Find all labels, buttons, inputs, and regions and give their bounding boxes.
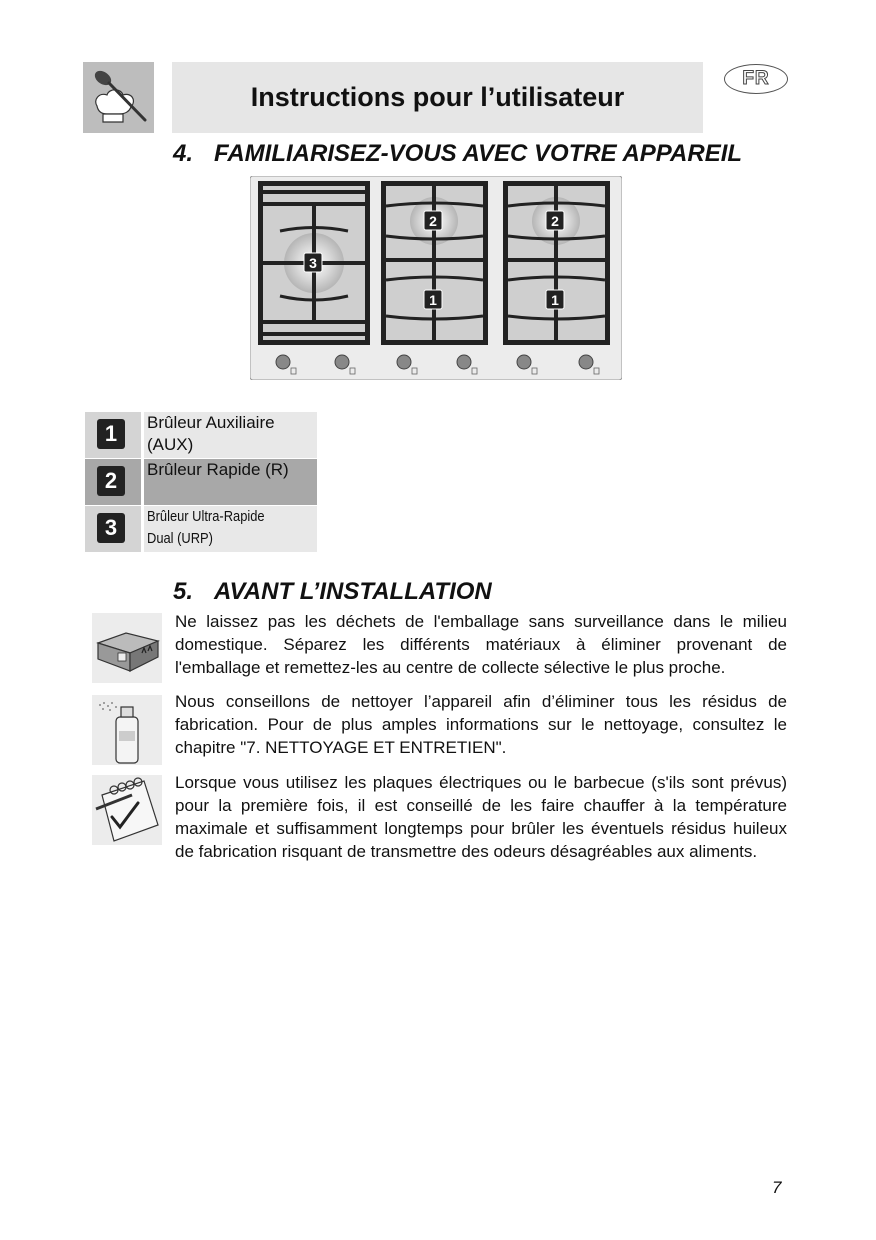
hob-diagram: [250, 176, 622, 380]
page-number: 7: [772, 1178, 782, 1197]
language-badge: FR: [724, 64, 788, 94]
legend-row-urp: [85, 506, 317, 552]
legend-label: Brûleur Auxiliaire (AUX): [144, 412, 317, 458]
paragraph-first-use: Lorsque vous utilisez les plaques électriques ou le barbecue (s'ils sont prévus) pour la première fois, il est conseillé de les faire chauffer à la température maximale et suffisamment longtemps pour brûler les éventuels résidus huileux de fabrication risquant de transmettre des odeurs désagréables aux aliments.: [175, 773, 787, 861]
legend-label: Brûleur Rapide (R): [144, 459, 317, 505]
legend-number: 1: [97, 419, 125, 449]
paragraph-packaging: Ne laissez pas les déchets de l'emballage sans surveillance dans le milieu domestique. Séparez les différents matériaux à éliminer provenant de l'emballage et remettez-les au centre de collecte sélective le plus proche.: [175, 612, 787, 677]
paragraph-cleaning: Nous conseillons de nettoyer l’appareil afin d’éliminer tous les résidus de fabrication. Pour de plus amples informations sur le nettoyage, consultez le chapitre "7. NETTOYAGE ET ENTRETIEN".: [175, 692, 787, 757]
notepad-checkmark-icon: [92, 775, 162, 845]
chef-logo: [83, 62, 154, 133]
marker-aux-b: 1: [429, 292, 437, 308]
legend-label: Brûleur Ultra-Rapide Dual (URP): [144, 506, 317, 552]
section-5-title: AVANT L’INSTALLATION: [214, 578, 492, 605]
section-5-number: 5.: [173, 578, 194, 605]
cleaning-spray-icon: [92, 695, 162, 765]
legend-row-rapid: [85, 459, 317, 505]
section-4-number: 4.: [173, 140, 194, 167]
legend-number: 3: [97, 513, 125, 543]
hob-zone-b: [381, 181, 488, 345]
marker-rapid-b: 2: [429, 213, 437, 229]
section-5-heading: [173, 578, 492, 606]
page-title: Instructions pour l’utilisateur: [172, 62, 703, 133]
section-4-heading: [173, 140, 742, 168]
section-4-title: FAMILIARISEZ-VOUS AVEC VOTRE APPAREIL: [214, 140, 743, 167]
packaging-box-icon: [92, 613, 162, 683]
marker-urp: 3: [309, 255, 317, 271]
marker-aux-c: 1: [551, 292, 559, 308]
hob-zone-c: [503, 181, 610, 345]
marker-rapid-c: 2: [551, 213, 559, 229]
legend-number: 2: [97, 466, 125, 496]
legend-row-aux: [85, 412, 317, 458]
chef-spoon-icon: [83, 62, 154, 133]
